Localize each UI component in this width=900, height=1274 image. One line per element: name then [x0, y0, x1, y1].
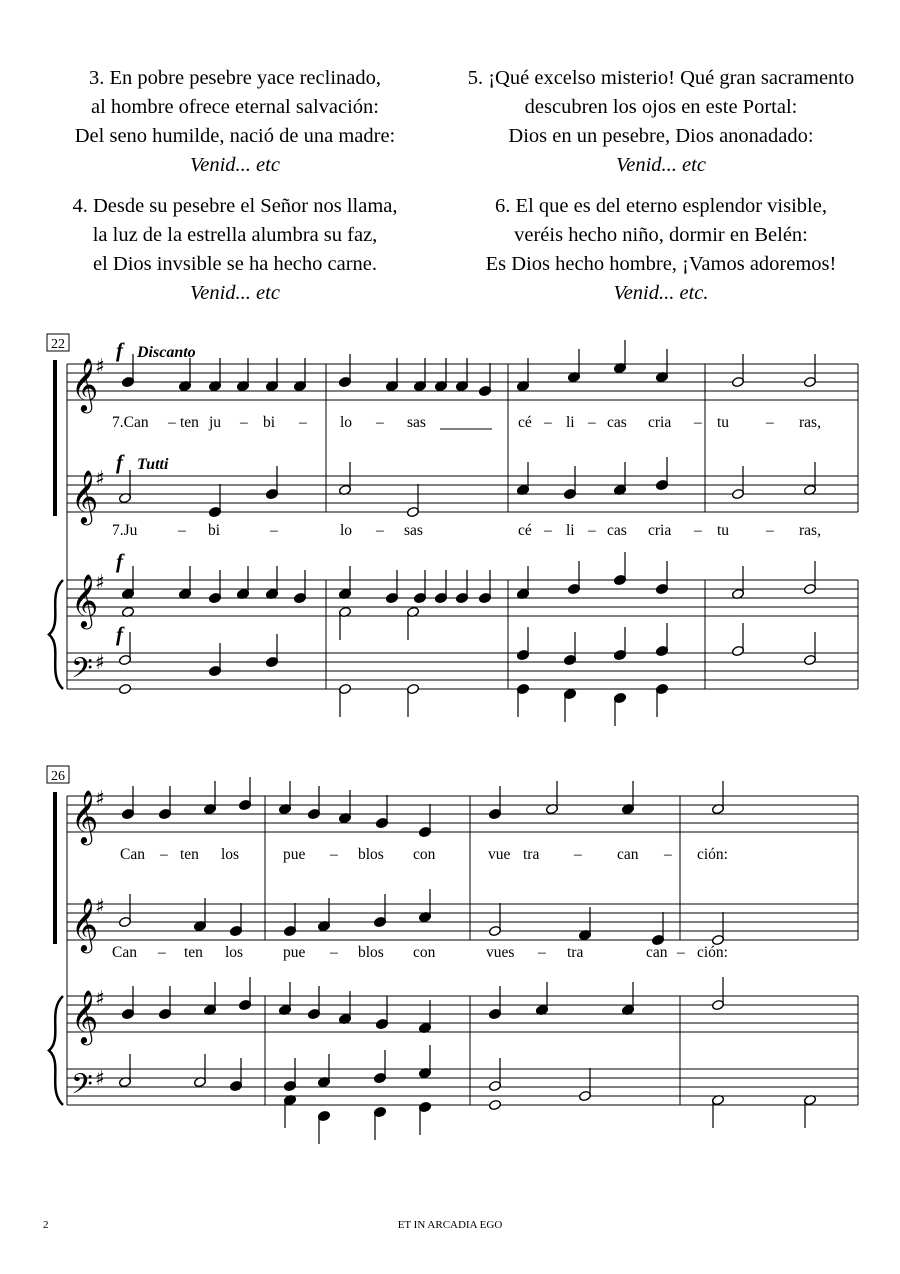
sharp-icon: ♯	[95, 894, 105, 918]
measure-number: 26	[51, 769, 65, 784]
lyric-syllable: cria	[648, 414, 672, 431]
stanza-line: Es Dios hecho hombre, ¡Vamos adoremos!	[485, 253, 837, 275]
piano-brace	[49, 996, 63, 1105]
sharp-icon: ♯	[95, 466, 105, 490]
lyric-syllable: con	[413, 944, 436, 961]
stanza-line: descubren los ojos en este Portal:	[524, 96, 798, 118]
piano-brace	[49, 580, 63, 689]
lyric-syllable: ras,	[799, 522, 821, 539]
lyric-syllable: tu	[717, 522, 730, 539]
note-head	[118, 683, 131, 694]
lyric-syllable: los	[221, 846, 240, 863]
dynamic-forte: f	[116, 549, 123, 573]
dynamic-forte: f	[116, 622, 123, 646]
lyric-syllable: ten	[180, 414, 199, 431]
lyric-syllable: pue	[283, 846, 306, 863]
lyric-syllable: Can	[120, 846, 145, 863]
treble-clef-icon: 𝄞	[71, 357, 99, 411]
treble-clef-icon: 𝄞	[71, 789, 99, 843]
stanza-line: 5. ¡Qué excelso misterio! Qué gran sacramento	[467, 67, 855, 89]
lyric-syllable: ten	[184, 944, 203, 961]
lyric-syllable: can	[646, 944, 668, 961]
lyric-syllable: cé	[518, 414, 532, 431]
lyric-syllable: ras,	[799, 414, 821, 431]
lyric-hyphen: –	[677, 944, 685, 961]
sharp-icon: ♯	[95, 354, 105, 378]
stanza-refrain: Venid... etc.	[613, 282, 709, 304]
stanza-line: 3. En pobre pesebre yace reclinado,	[89, 67, 381, 89]
lyric-syllable: tu	[717, 414, 730, 431]
bass-clef-icon: 𝄢	[71, 1068, 93, 1108]
lyric-syllable: ción:	[697, 846, 728, 863]
lyric-syllable: Can	[112, 944, 137, 961]
lyrics-discanto-2	[120, 846, 728, 863]
lyric-syllable: blos	[358, 944, 384, 961]
stanza-line: 4. Desde su pesebre el Señor nos llama,	[72, 195, 398, 217]
lyric-syllable: cria	[648, 522, 672, 539]
lyric-hyphen: –	[664, 846, 672, 863]
lyric-syllable: los	[225, 944, 244, 961]
lyric-syllable: bi	[208, 522, 221, 539]
lyric-hyphen: –	[588, 414, 596, 431]
lyric-syllable: li	[566, 414, 575, 431]
lyric-hyphen: –	[270, 522, 278, 539]
bass-clef-icon: 𝄢	[71, 652, 93, 692]
lyric-hyphen: –	[376, 414, 384, 431]
lyric-hyphen: –	[330, 846, 338, 863]
lyric-syllable: vues	[486, 944, 515, 961]
lyric-hyphen: –	[544, 522, 552, 539]
lyric-hyphen: –	[766, 414, 774, 431]
lyric-hyphen: –	[588, 522, 596, 539]
lyric-hyphen: –	[538, 944, 546, 961]
stanza-line: al hombre ofrece eternal salvación:	[91, 96, 379, 118]
lyric-syllable: vue	[488, 846, 511, 863]
lyric-syllable: cé	[518, 522, 532, 539]
stanza-line: la luz de la estrella alumbra su faz,	[92, 224, 378, 246]
lyric-hyphen: –	[544, 414, 552, 431]
system-brackets	[49, 360, 63, 1105]
sharp-icon: ♯	[95, 650, 105, 674]
clefs	[71, 354, 105, 1108]
treble-clef-icon: 𝄞	[71, 989, 99, 1043]
lyric-syllable: ción:	[697, 944, 728, 961]
lyric-syllable: cas	[607, 414, 627, 431]
treble-clef-icon: 𝄞	[71, 469, 99, 523]
stanza-refrain: Venid... etc	[616, 154, 706, 176]
lyric-syllable: sas	[404, 522, 423, 539]
lyric-syllable: sas	[407, 414, 426, 431]
lyric-syllable: 7.Ju	[112, 522, 138, 539]
lyric-hyphen: –	[168, 414, 176, 431]
treble-clef-icon: 𝄞	[71, 897, 99, 951]
page-number: 2	[43, 1219, 49, 1231]
treble-clef-icon: 𝄞	[71, 573, 99, 627]
stanza-refrain: Venid... etc	[190, 282, 280, 304]
stanza-refrain: Venid... etc	[190, 154, 280, 176]
lyric-syllable: tra	[523, 846, 540, 863]
footer-title: ET IN ARCADIA EGO	[397, 1219, 503, 1231]
stanza-line: Dios en un pesebre, Dios anonadado:	[508, 125, 814, 147]
measure-number: 22	[51, 337, 65, 352]
lyric-hyphen: –	[299, 414, 307, 431]
lyric-syllable: blos	[358, 846, 384, 863]
sharp-icon: ♯	[95, 786, 105, 810]
lyric-syllable: cas	[607, 522, 627, 539]
lyric-hyphen: –	[158, 944, 166, 961]
lyric-hyphen: –	[574, 846, 582, 863]
lyric-syllable: pue	[283, 944, 306, 961]
staff-lines	[67, 364, 858, 1105]
lyric-syllable: lo	[340, 414, 353, 431]
lyric-hyphen: –	[240, 414, 248, 431]
lyrics-tutti-1	[112, 522, 821, 539]
lyric-syllable: li	[566, 522, 575, 539]
sharp-icon: ♯	[95, 986, 105, 1010]
stanza-line: 6. El que es del eterno esplendor visible,	[495, 195, 827, 217]
lyric-hyphen: –	[766, 522, 774, 539]
lyric-hyphen: –	[694, 414, 702, 431]
lyric-syllable: con	[413, 846, 436, 863]
voice-label-tutti: Tutti	[137, 456, 169, 473]
sharp-icon: ♯	[95, 1066, 105, 1090]
stanza-line: veréis hecho niño, dormir en Belén:	[514, 224, 808, 246]
dynamic-forte: f	[116, 450, 123, 474]
dynamic-forte: f	[116, 338, 123, 362]
lyrics-tutti-2	[112, 944, 728, 961]
lyric-syllable: bi	[263, 414, 276, 431]
lyric-syllable: ju	[209, 414, 222, 431]
lyric-syllable: 7.Can	[112, 414, 149, 431]
lyric-syllable: tra	[567, 944, 584, 961]
lyrics-discanto-1	[112, 414, 821, 431]
stanza-line: el Dios invsible se ha hecho carne.	[92, 253, 378, 275]
stanza-line: Del seno humilde, nació de una madre:	[74, 125, 396, 147]
lyric-hyphen: –	[694, 522, 702, 539]
lyric-syllable: can	[617, 846, 639, 863]
lyric-hyphen: –	[376, 522, 384, 539]
lyric-hyphen: –	[178, 522, 186, 539]
lyric-syllable: ten	[180, 846, 199, 863]
note-head	[488, 1099, 501, 1110]
barlines	[67, 364, 858, 1105]
sharp-icon: ♯	[95, 570, 105, 594]
lyric-hyphen: –	[330, 944, 338, 961]
voice-label-discanto: Discanto	[137, 344, 196, 361]
lyric-hyphen: –	[160, 846, 168, 863]
lyric-syllable: lo	[340, 522, 353, 539]
